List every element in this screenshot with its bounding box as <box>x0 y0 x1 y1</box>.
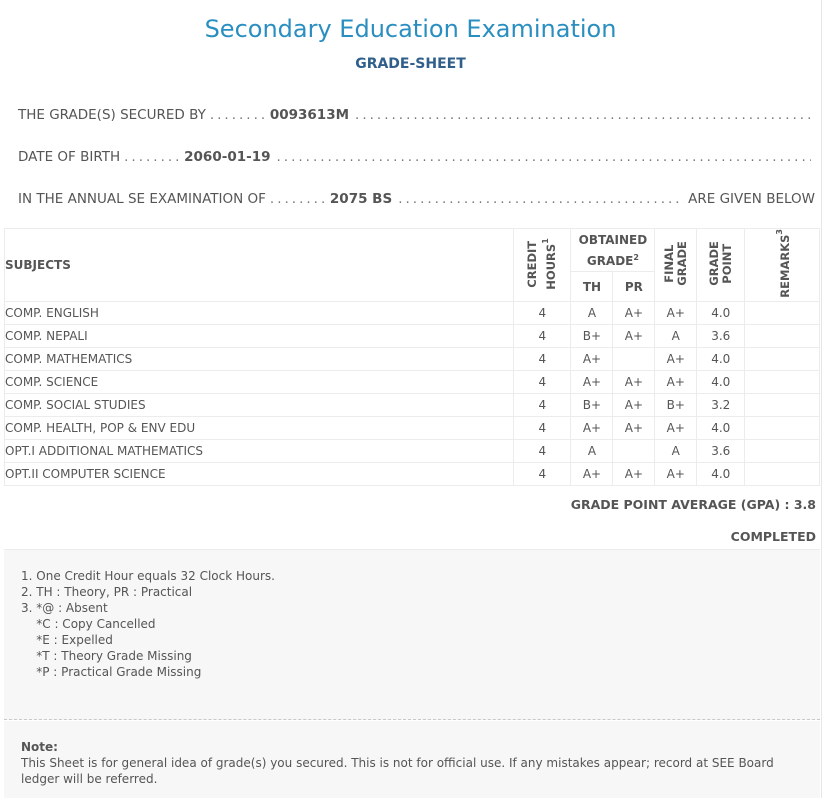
dob-line <box>0 136 821 178</box>
grade-point-cell: 4.0 <box>697 462 745 485</box>
credit-cell: 4 <box>514 347 571 370</box>
footnote-item: 3. *@ : Absent <box>21 601 108 615</box>
final-grade-cell: B+ <box>655 393 697 416</box>
footnote-item: *T : Theory Grade Missing <box>21 649 192 663</box>
table-row <box>5 416 820 439</box>
grade-point-cell: 3.2 <box>697 393 745 416</box>
symbol-number: 0093613M <box>269 107 350 123</box>
final-grade-header: FINAL GRADE <box>655 229 697 302</box>
note-label: Note: <box>21 740 58 754</box>
final-grade-cell: A+ <box>655 416 697 439</box>
student-info <box>0 94 821 220</box>
remarks-cell <box>745 324 820 347</box>
th-grade-cell: B+ <box>571 393 613 416</box>
th-grade-cell: A+ <box>571 462 613 485</box>
footnotes-list <box>4 550 820 680</box>
th-grade-cell: A <box>571 301 613 324</box>
exam-label: IN THE ANNUAL SE EXAMINATION OF <box>18 191 266 207</box>
pr-grade-cell: A+ <box>613 301 655 324</box>
final-grade-cell: A+ <box>655 370 697 393</box>
footnotes-section <box>4 550 820 720</box>
grade-point-cell: 3.6 <box>697 439 745 462</box>
pr-grade-cell <box>613 439 655 462</box>
dob-value: 2060-01-19 <box>184 149 271 165</box>
dot-leader <box>124 136 178 178</box>
footnote-item: *P : Practical Grade Missing <box>21 665 202 679</box>
remarks-cell <box>745 416 820 439</box>
credit-cell: 4 <box>514 370 571 393</box>
subject-cell: COMP. HEALTH, POP & ENV EDU <box>5 416 514 439</box>
credit-cell: 4 <box>514 416 571 439</box>
dot-leader <box>210 94 264 136</box>
credit-cell: 4 <box>514 439 571 462</box>
table-row <box>5 301 820 324</box>
remarks-cell <box>745 301 820 324</box>
table-header-row <box>5 229 820 272</box>
dob-label: DATE OF BIRTH <box>18 149 121 165</box>
remarks-cell <box>745 370 820 393</box>
theory-header: TH <box>571 272 613 301</box>
remarks-cell <box>745 439 820 462</box>
table-row <box>5 393 820 416</box>
pr-grade-cell: A+ <box>613 370 655 393</box>
th-grade-cell: A+ <box>571 370 613 393</box>
credit-cell: 4 <box>514 393 571 416</box>
pr-grade-cell: A+ <box>613 393 655 416</box>
pr-grade-cell <box>613 347 655 370</box>
dot-leader <box>355 94 811 136</box>
grades-body <box>5 301 820 485</box>
th-grade-cell: B+ <box>571 324 613 347</box>
footnote-item: 2. TH : Theory, PR : Practical <box>21 585 193 599</box>
th-grade-cell: A+ <box>571 416 613 439</box>
final-grade-cell: A <box>655 439 697 462</box>
footnote-item: *C : Copy Cancelled <box>21 617 156 631</box>
secured-by-label: THE GRADE(S) SECURED BY <box>18 107 206 123</box>
th-grade-cell: A <box>571 439 613 462</box>
th-grade-cell: A+ <box>571 347 613 370</box>
dot-leader <box>270 178 324 220</box>
grade-point-cell: 4.0 <box>697 370 745 393</box>
grade-point-cell: 4.0 <box>697 301 745 324</box>
result-status: COMPLETED <box>730 529 816 544</box>
grades-table <box>4 228 820 486</box>
dot-leader <box>277 136 812 178</box>
credit-cell: 4 <box>514 301 571 324</box>
grade-point-cell: 4.0 <box>697 416 745 439</box>
table-row <box>5 370 820 393</box>
final-grade-cell: A+ <box>655 301 697 324</box>
sheet-subtitle: GRADE-SHEET <box>355 56 466 72</box>
footnote-item: *E : Expelled <box>21 633 113 647</box>
secured-by-line <box>0 94 821 136</box>
table-row <box>5 324 820 347</box>
final-grade-cell: A+ <box>655 347 697 370</box>
grade-point-cell: 4.0 <box>697 347 745 370</box>
subject-cell: COMP. NEPALI <box>5 324 514 347</box>
gpa-value: GRADE POINT AVERAGE (GPA) : 3.8 <box>570 497 816 512</box>
result-summary <box>4 479 820 550</box>
pr-grade-cell: A+ <box>613 462 655 485</box>
table-row <box>5 439 820 462</box>
final-grade-cell: A <box>655 324 697 347</box>
grade-point-cell: 3.6 <box>697 324 745 347</box>
credit-hours-header: CREDIT HOURS$^1$ <box>514 229 571 302</box>
pr-grade-cell: A+ <box>613 324 655 347</box>
practical-header: PR <box>613 272 655 301</box>
disclaimer-note <box>4 721 820 798</box>
dot-leader <box>398 178 684 220</box>
table-row <box>5 347 820 370</box>
remarks-header: REMARKS$^3$ <box>745 229 820 302</box>
subject-cell: COMP. SOCIAL STUDIES <box>5 393 514 416</box>
note-text: This Sheet is for general idea of grade(s) you secured. This is not for official use. If any mistakes appear; record at SEE Board ledger will be referred. <box>21 756 774 786</box>
remarks-cell <box>745 393 820 416</box>
credit-cell: 4 <box>514 324 571 347</box>
exam-line <box>0 178 821 220</box>
remarks-cell <box>745 347 820 370</box>
subject-cell: OPT.II COMPUTER SCIENCE <box>5 462 514 485</box>
subject-cell: COMP. SCIENCE <box>5 370 514 393</box>
subjects-header: SUBJECTS <box>5 229 514 302</box>
grade-point-header: GRADE POINT <box>697 229 745 302</box>
subject-cell: OPT.I ADDITIONAL MATHEMATICS <box>5 439 514 462</box>
page-title: Secondary Education Examination <box>204 15 617 43</box>
footnote-item: 1. One Credit Hour equals 32 Clock Hours. <box>21 569 275 583</box>
exam-year: 2075 BS <box>329 191 393 207</box>
pr-grade-cell: A+ <box>613 416 655 439</box>
credit-cell: 4 <box>514 462 571 485</box>
obtained-grade-header: OBTAINED GRADE$^2$ <box>571 229 655 272</box>
subject-cell: COMP. ENGLISH <box>5 301 514 324</box>
exam-suffix: ARE GIVEN BELOW <box>688 191 815 207</box>
final-grade-cell: A+ <box>655 462 697 485</box>
subject-cell: COMP. MATHEMATICS <box>5 347 514 370</box>
